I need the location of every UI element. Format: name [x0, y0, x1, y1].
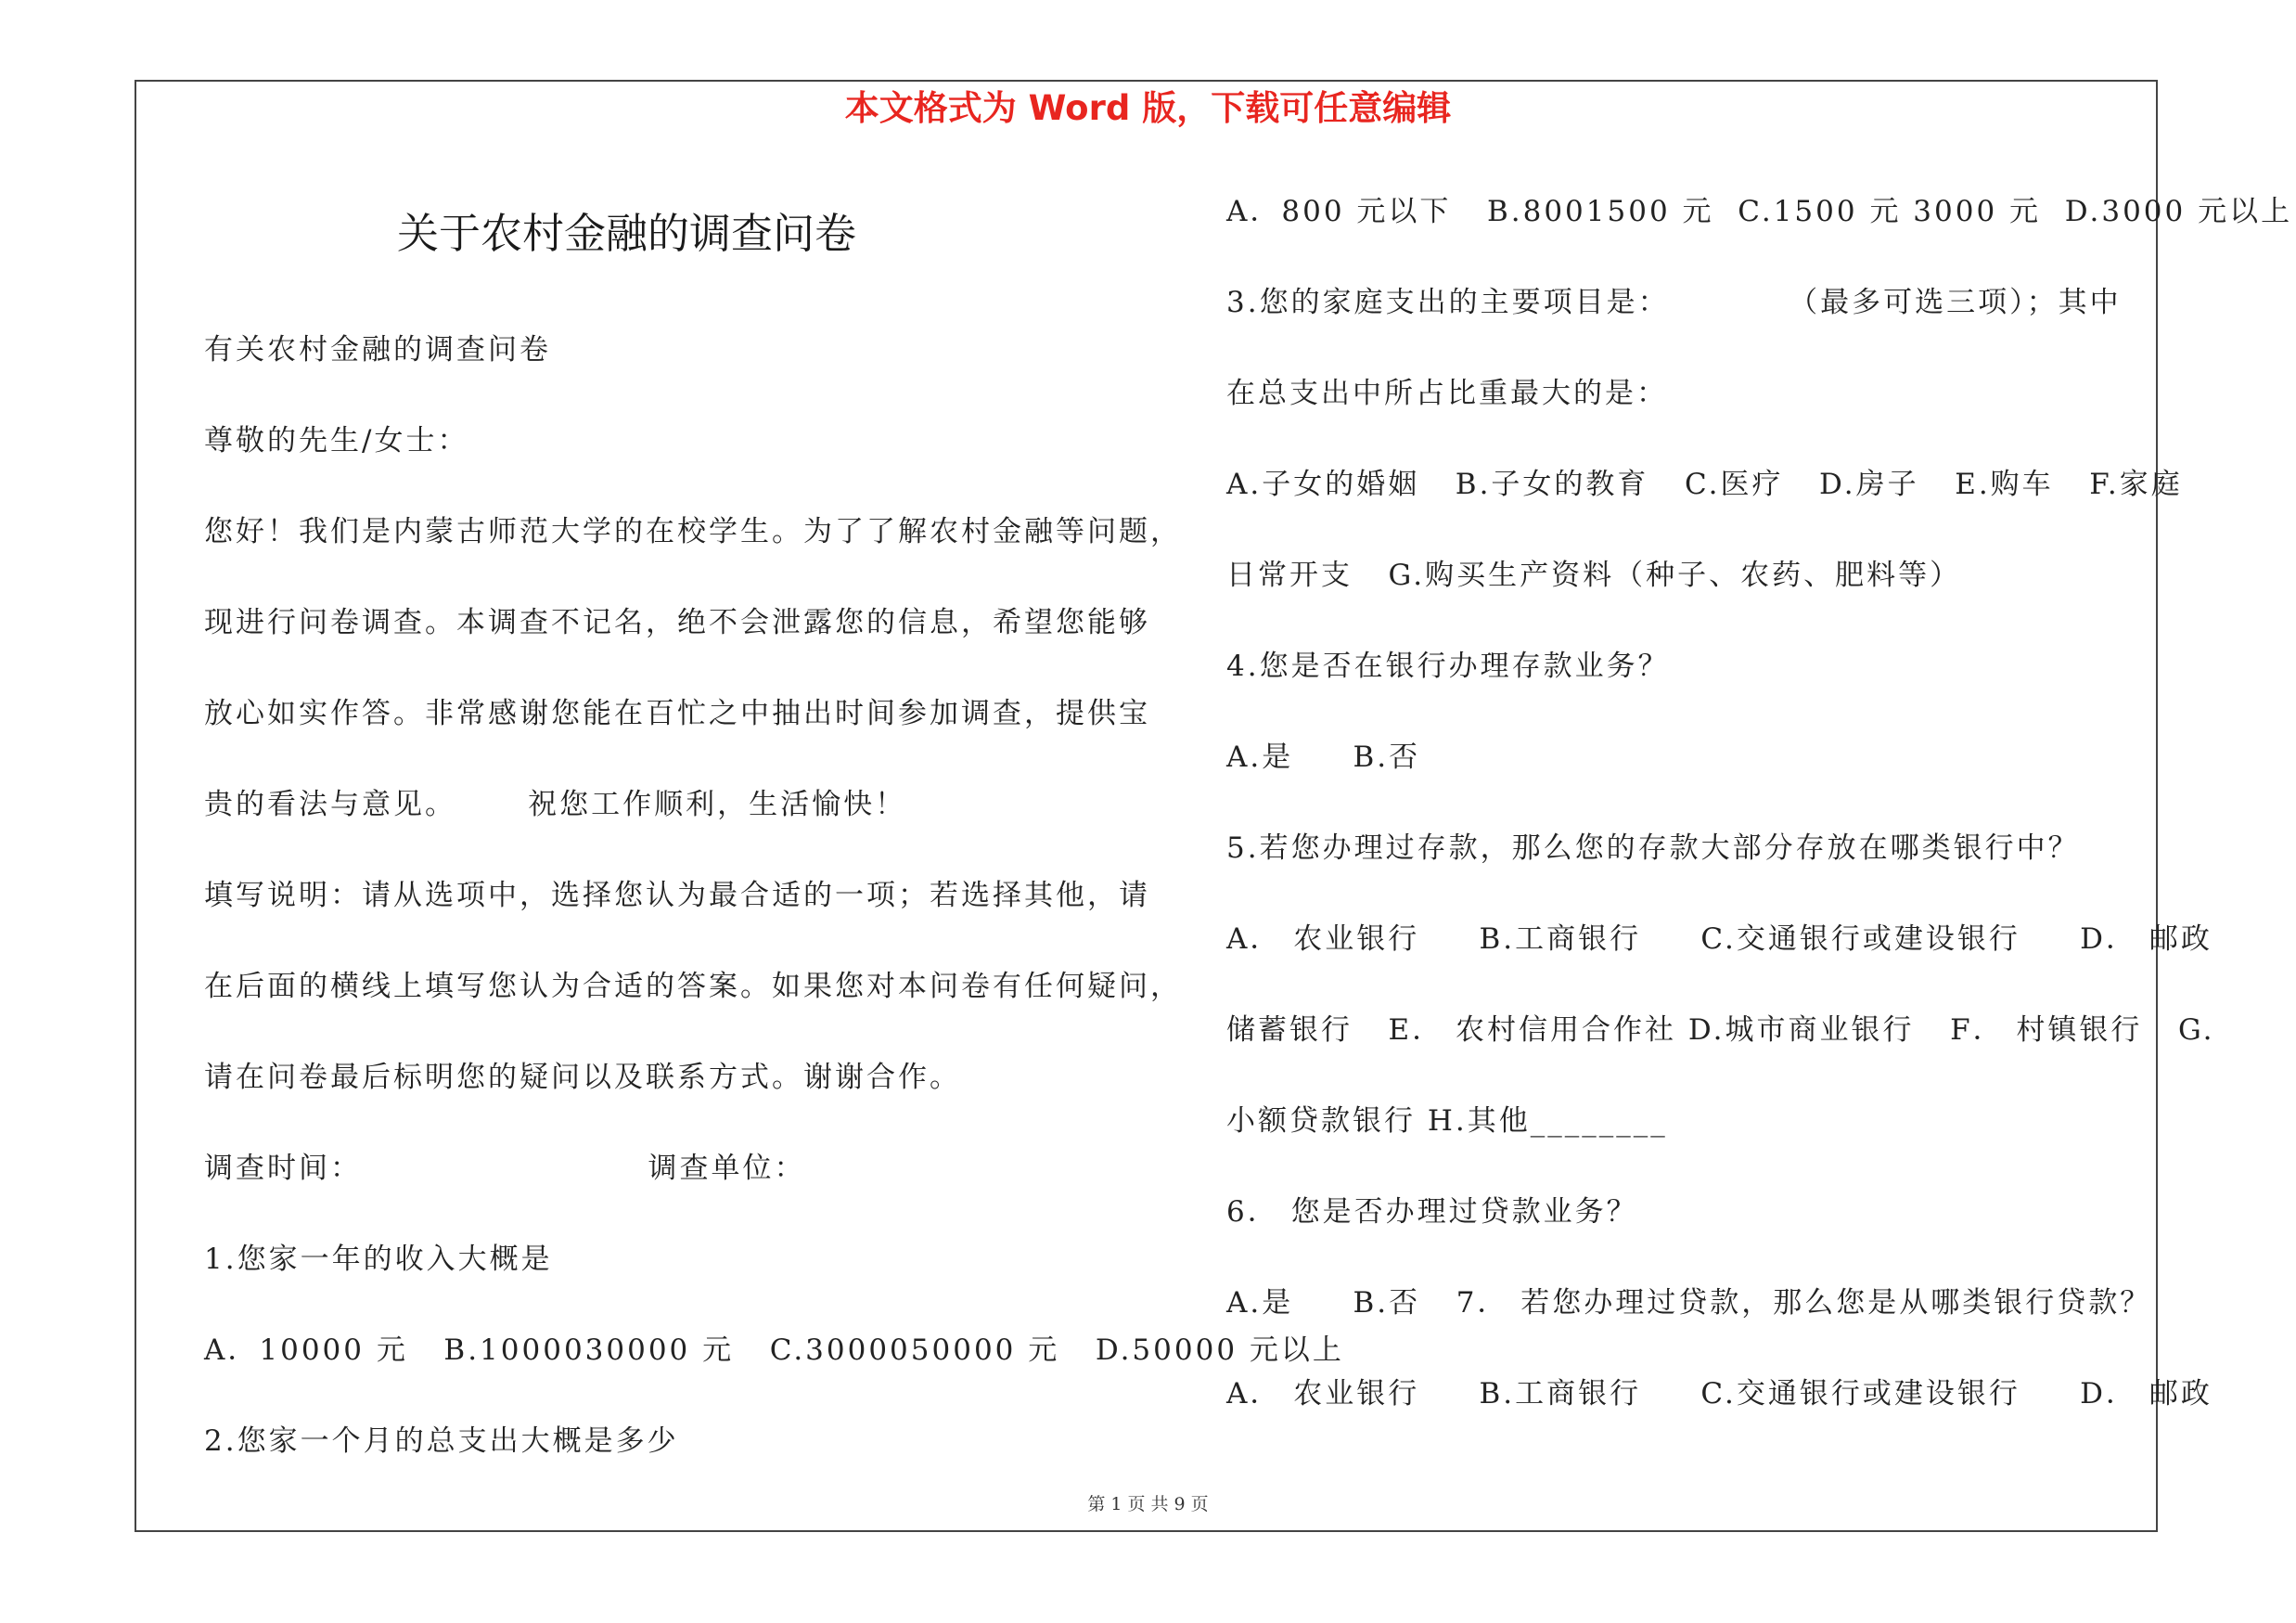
options-line: A．10000 元 B.1000030000 元 C.3000050000 元 D.50000 元以上: [204, 1333, 1344, 1367]
text-line: 尊敬的先生/女士：: [204, 424, 469, 457]
options-line: 储蓄银行 E． 农村信用合作社 D.城市商业银行 F． 村镇银行 G.: [1226, 1013, 2215, 1047]
question-line: 6． 您是否办理过贷款业务？: [1226, 1195, 1638, 1229]
text-line: 贵的看法与意见。 祝您工作顺利，生活愉快！: [204, 788, 907, 821]
text-line: 您好！我们是内蒙古师范大学的在校学生。为了了解农村金融等问题，: [204, 515, 1182, 548]
options-line: A.子女的婚姻 B.子女的教育 C.医疗 D.房子 E.购车 F.家庭: [1226, 468, 2183, 501]
question-line: 5.若您办理过存款，那么您的存款大部分存放在哪类银行中？: [1226, 831, 2080, 865]
text-line: 放心如实作答。非常感谢您能在百忙之中抽出时间参加调查，提供宝: [204, 697, 1150, 730]
text-line: 在后面的横线上填写您认为合适的答案。如果您对本问卷有任何疑问，: [204, 970, 1182, 1003]
word-format-banner: 本文格式为 Word 版，下载可任意编辑: [844, 88, 1452, 128]
question-line: 2.您家一个月的总支出大概是多少: [204, 1424, 679, 1458]
document-title: 关于农村金融的调查问卷: [397, 209, 857, 258]
options-line: A． 农业银行 B.工商银行 C.交通银行或建设银行 D． 邮政: [1226, 1377, 2213, 1410]
text-line: 请在问卷最后标明您的疑问以及联系方式。谢谢合作。: [204, 1061, 961, 1094]
text-line: 现进行问卷调查。本调查不记名，绝不会泄露您的信息，希望您能够: [204, 606, 1150, 639]
text-line: 有关农村金融的调查问卷: [204, 333, 551, 367]
options-line: A.是 B.否: [1226, 741, 1421, 774]
options-line: 日常开支 G.购买生产资料（种子、农药、肥料等）: [1226, 559, 1962, 592]
question-line: 3.您的家庭支出的主要项目是： （最多可选三项）；其中: [1226, 286, 2122, 319]
options-line: A． 农业银行 B.工商银行 C.交通银行或建设银行 D． 邮政: [1226, 922, 2213, 956]
options-line: A．800 元以下 B.8001500 元 C.1500 元 3000 元 D.3000 元以上: [1226, 195, 2293, 228]
text-line: 在总支出中所占比重最大的是：: [1226, 377, 1668, 410]
options-line: A.是 B.否 7． 若您办理过贷款，那么您是从哪类银行贷款？: [1226, 1286, 2152, 1320]
text-line: 填写说明：请从选项中，选择您认为最合适的一项；若选择其他，请: [204, 879, 1150, 912]
question-line: 1.您家一年的收入大概是: [204, 1243, 553, 1276]
page-number: 第 1 页 共 9 页: [1087, 1494, 1209, 1514]
options-line: 小额贷款银行 H.其他________: [1226, 1104, 1668, 1138]
question-line: 4.您是否在银行办理存款业务？: [1226, 650, 1670, 683]
text-line: 调查时间： 调查单位：: [204, 1152, 806, 1185]
